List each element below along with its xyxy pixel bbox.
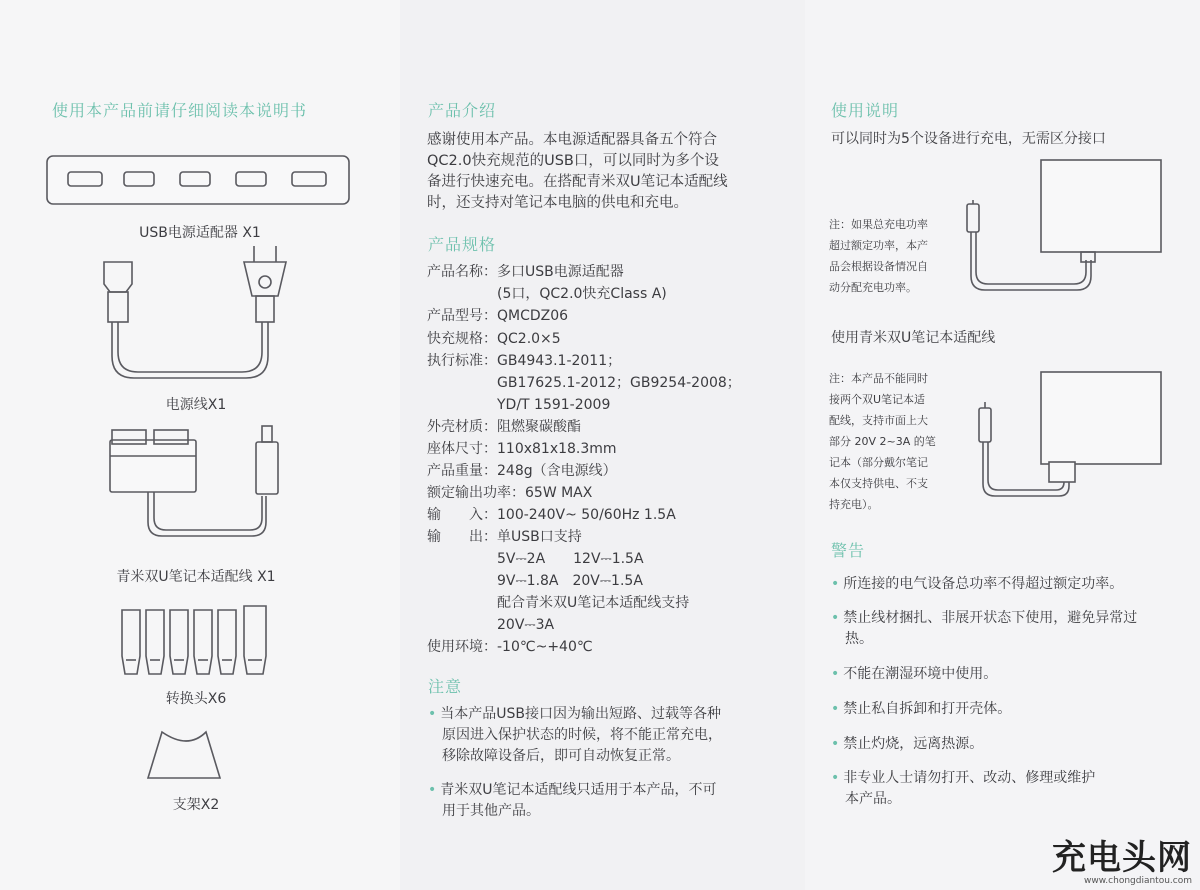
left-title: 使用本产品前请仔细阅读本说明书 (52, 101, 308, 120)
spec-row: 产品重量：248g（含电源线） (427, 463, 617, 479)
note-line: 本仅支持供电、不支 (829, 477, 928, 490)
warning-heading: 警告 (831, 541, 866, 560)
watermark-text: 充电头网 (1052, 838, 1192, 878)
note-line: 品会根据设备情况自 (829, 260, 928, 273)
watermark-logo (1052, 840, 1192, 886)
intro-line: 时，还支持对笔记本电脑的供电和充电。 (427, 195, 688, 211)
usage-heading: 使用说明 (831, 101, 900, 120)
spec-row: YD/T 1591-2009 (427, 397, 611, 413)
note-line: 注：如果总充电功率 (829, 218, 928, 231)
bullet-dot-icon: • (831, 610, 840, 626)
note-line: 接两个双U笔记本适 (829, 393, 926, 406)
warning-item (831, 699, 1191, 720)
intro-line: 备进行快速充电。在搭配青米双U笔记本适配线 (427, 174, 728, 190)
warning-item (831, 768, 1191, 810)
spec-row: (5口，QC2.0快充Class A) (427, 286, 667, 302)
spec-row: 输 出：单USB口支持 (427, 529, 582, 545)
warning-line: 非专业人士请勿打开、改动、修理或维护 (843, 770, 1096, 786)
left-panel (0, 0, 400, 890)
warning-item (831, 664, 1191, 685)
intro-paragraph (427, 130, 797, 214)
caution-line: 用于其他产品。 (442, 803, 540, 819)
intro-heading: 产品介绍 (428, 101, 497, 120)
caution-line: 当本产品USB接口因为输出短路、过载等各种 (440, 706, 722, 722)
bullet-dot-icon: • (831, 736, 840, 752)
spec-row: 产品名称：多口USB电源适配器 (427, 264, 624, 280)
caution-bullet (428, 780, 798, 822)
caution-bullet (428, 704, 798, 767)
warning-line: 不能在潮湿环境中使用。 (843, 666, 998, 682)
note-line: 超过额定功率，本产 (829, 239, 928, 252)
item-caption-power-cord: 电源线X1 (165, 397, 227, 413)
laptop-charging-diagram (805, 0, 1200, 890)
spec-heading: 产品规格 (428, 235, 497, 254)
spec-row: 产品型号：QMCDZ06 (427, 308, 569, 324)
usage-intro: 可以同时为5个设备进行充电，无需区分接口 (831, 131, 1106, 147)
warning-line: 禁止线材捆扎、非展开状态下使用，避免异常过 (843, 610, 1138, 626)
spec-row: 快充规格：QC2.0×5 (427, 331, 561, 347)
note-line: 配线，支持市面上大 (829, 414, 928, 427)
right-panel (805, 0, 1200, 890)
laptop-cable-label: 使用青米双U笔记本适配线 (831, 330, 996, 346)
bullet-dot-icon: • (831, 576, 840, 592)
caution-heading: 注意 (428, 677, 463, 696)
spec-row: 执行标准：GB4943.1-2011； (427, 353, 622, 369)
caution-line: 原因进入保护状态的时候，将不能正常充电， (442, 727, 722, 743)
bullet-dot-icon: • (831, 666, 840, 682)
caution-line: 移除故障设备后，即可自动恢复正常。 (442, 748, 680, 764)
note-line: 部分 20V 2~3A 的笔 (829, 435, 936, 448)
spec-row: 座体尺寸：110x81x18.3mm (427, 441, 617, 457)
note-line: 记本（部分戴尔笔记 (829, 456, 928, 469)
caution-line: 青米双U笔记本适配线只适用于本产品，不可 (440, 782, 717, 798)
spec-row: 9V⎓1.8A 20V⎓1.5A (427, 573, 643, 589)
warning-item (831, 734, 1191, 755)
spec-row: 额定输出功率：65W MAX (427, 485, 593, 501)
spec-row: 配合青米双U笔记本适配线支持 (427, 595, 690, 611)
intro-line: QC2.0快充规范的USB口，可以同时为多个设 (427, 153, 719, 169)
spec-row: 使用环境：-10℃~+40℃ (427, 639, 593, 655)
note-line: 注：本产品不能同时 (829, 372, 928, 385)
intro-line: 感谢使用本产品。本电源适配器具备五个符合 (427, 132, 717, 148)
warning-line: 所连接的电气设备总功率不得超过额定功率。 (843, 576, 1124, 592)
spec-row: 输 入：100-240V~ 50/60Hz 1.5A (427, 507, 676, 523)
bullet-dot-icon: • (428, 782, 437, 798)
item-caption-tip-adapters: 转换头X6 (165, 691, 227, 707)
spec-row: GB17625.1-2012；GB9254-2008； (427, 375, 741, 391)
warning-line: 热。 (845, 631, 873, 647)
warning-line: 禁止灼烧，远离热源。 (843, 736, 984, 752)
bullet-dot-icon: • (831, 770, 840, 786)
bullet-dot-icon: • (831, 701, 840, 717)
item-caption-laptop-cable: 青米双U笔记本适配线 X1 (116, 569, 276, 585)
note-line: 动分配充电功率。 (829, 281, 917, 294)
stand-illustration (0, 0, 400, 890)
spec-row: 外壳材质：阻燃聚碳酸酯 (427, 419, 581, 435)
item-caption-stand: 支架X2 (172, 797, 220, 813)
spec-row: 20V⎓3A (427, 617, 555, 633)
warning-item (831, 608, 1191, 650)
bullet-dot-icon: • (428, 706, 437, 722)
note-line: 持充电）。 (829, 498, 879, 511)
middle-panel (400, 0, 805, 890)
warning-item (831, 574, 1191, 595)
spec-row: 5V⎓2A 12V⎓1.5A (427, 551, 644, 567)
item-caption-adapter: USB电源适配器 X1 (139, 225, 261, 241)
warning-line: 禁止私自拆卸和打开壳体。 (843, 701, 1012, 717)
warning-line: 本产品。 (845, 791, 901, 807)
watermark-url: www.chongdiantou.com (1084, 876, 1192, 886)
